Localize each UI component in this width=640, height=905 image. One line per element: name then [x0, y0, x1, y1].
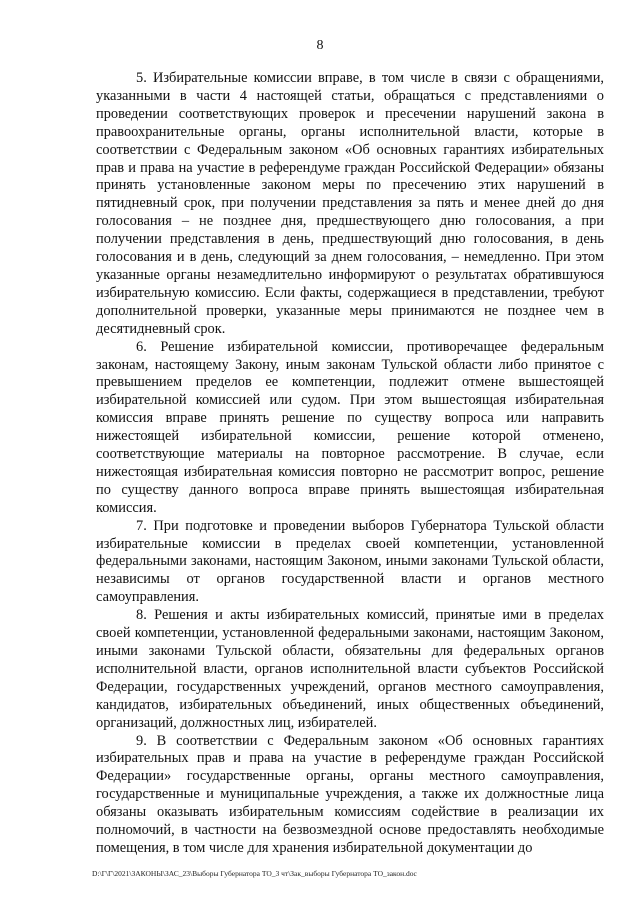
paragraph-7: 7. При подготовке и проведении выборов Губернатора Тульской области избирательные комиссии в пределах своей компетенции, установленной федеральными законами, настоящим Законом, иными законами Тульской области, независимы от органов государственной власти и органов местного самоуправления.: [96, 517, 604, 606]
paragraph-6: 6. Решение избирательной комиссии, противоречащее федеральным законам, настоящему Закону, иным законам Тульской области либо принятое с превышением пределов ее компетенции, подлежит отмене вышестоящей избирательной комиссией или судом. При этом вышестоящая избирательная комиссия вправе принять решение по существу вопроса или направить нижестоящей избирательной комиссии, решение которой отменено, соответствующие материалы на повторное рассмотрение. В случае, если нижестоящая избирательная комиссия повторно не рассмотрит вопрос, решение по существу данного вопроса вправе принять вышестоящая избирательная комиссия.: [96, 338, 604, 516]
paragraph-9: 9. В соответствии с Федеральным законом «Об основных гарантиях избирательных прав и права на участие в референдуме граждан Российской Федерации» государственные органы, органы местного самоуправления, государственные и муниципальные учреждения, а также их должностные лица обязаны оказывать избирательным комиссиям содействие в реализации их полномочий, в частности на безвозмездной основе предоставлять необходимые помещения, в том числе для хранения избирательной документации до: [96, 732, 604, 856]
page-number: 8: [316, 38, 324, 53]
paragraph-8: 8. Решения и акты избирательных комиссий, принятые ими в пределах своей компетенции, установленной федеральными законами, настоящим Законом, иными законами Тульской области, обязательны для федеральных органов исполнительной власти, органов исполнительной власти субъектов Российской Федерации, государственных учреждений, органов местного самоуправления, кандидатов, избирательных объединений, иных общественных объединений, организаций, должностных лиц, избирателей.: [96, 607, 604, 731]
document-body: [96, 70, 604, 858]
footer-file-path: D:\Г\Г\2021\ЗАКОНЫ\ЗАС_23\Выборы Губернатора ТО_3 чт\Зак_выборы Губернатора ТО_закон.doc: [92, 869, 417, 878]
paragraph-5: 5. Избирательные комиссии вправе, в том числе в связи с обращениями, указанными в части 4 настоящей статьи, обращаться с представлениями о проведении соответствующих проверок и пресечении нарушений закона в правоохранительные органы, органы исполнительной власти, которые в соответствии с Федеральным законом «Об основных гарантиях избирательных прав и права на участие в референдуме граждан Российской Федерации» обязаны принять установленные законом меры по пресечению этих нарушений в пятидневный срок, при получении представления за пять и менее дней до дня голосования – не позднее дня, предшествующего дню голосования, а при получении представления в день, предшествующий дню голосования, в день голосования и в день, следующий за днем голосования, – немедленно. При этом указанные органы незамедлительно информируют о результатах обратившуюся избирательную комиссию. Если факты, содержащиеся в представлении, требуют дополнительной проверки, указанные меры принимаются не позднее чем в десятидневный срок.: [96, 70, 604, 337]
